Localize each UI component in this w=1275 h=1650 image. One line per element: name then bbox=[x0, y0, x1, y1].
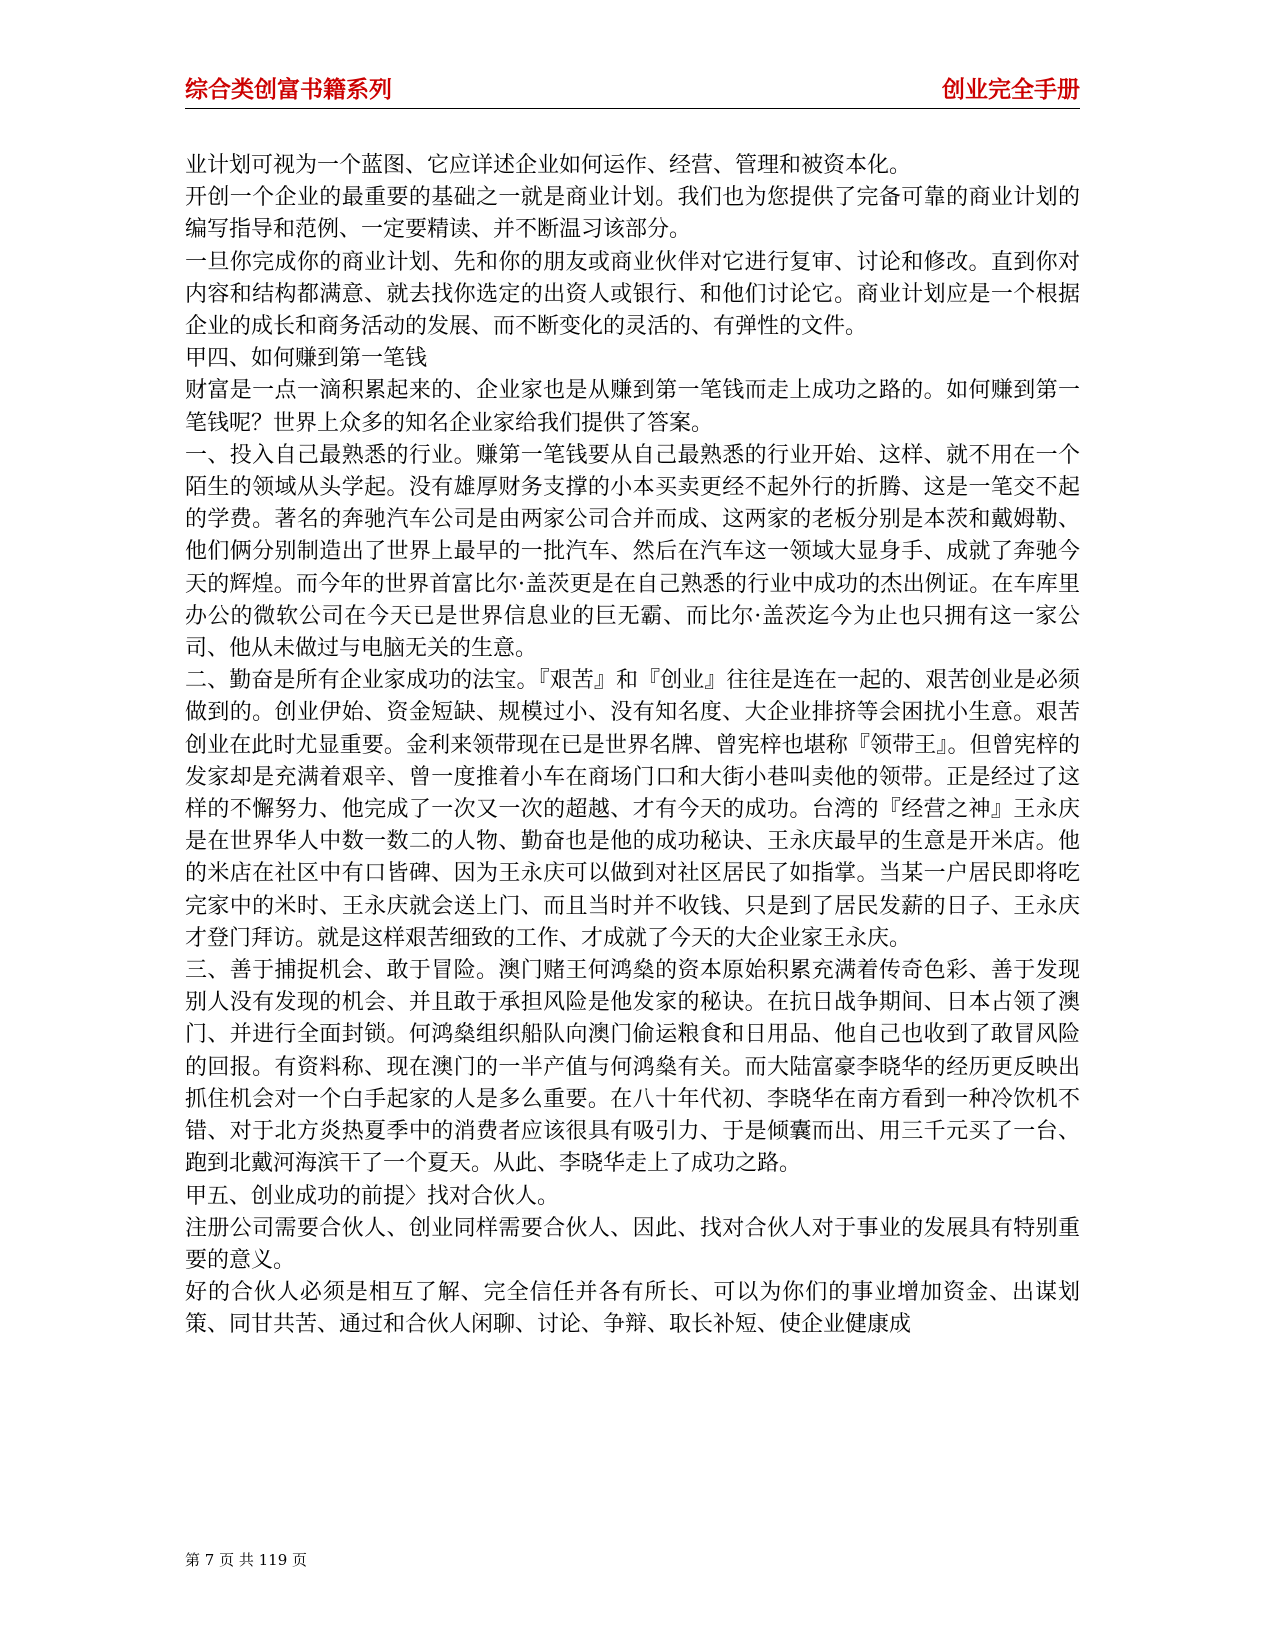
section-heading: 甲四、如何赚到第一笔钱 bbox=[185, 346, 428, 372]
paragraph: 财富是一点一滴积累起来的、企业家也是从赚到第一笔钱而走上成功之路的。如何赚到第一笔钱呢？世界上众多的知名企业家给我们提供了答案。 bbox=[185, 378, 1080, 436]
paragraph: 注册公司需要合伙人、创业同样需要合伙人、因此、找对合伙人对于事业的发展具有特别重要的意义。 bbox=[185, 1215, 1080, 1273]
paragraph: 好的合伙人必须是相互了解、完全信任并各有所长、可以为你们的事业增加资金、出谋划策、同甘共苦、通过和合伙人闲聊、讨论、争辩、取长补短、使企业健康成 bbox=[185, 1280, 1080, 1338]
paragraph: 一旦你完成你的商业计划、先和你的朋友或商业伙伴对它进行复审、讨论和修改。直到你对内容和结构都满意、就去找你选定的出资人或银行、和他们讨论它。商业计划应是一个根据企业的成长和商务活动的发展、而不断变化的灵活的、有弹性的文件。 bbox=[185, 249, 1080, 340]
page-header bbox=[185, 72, 1080, 109]
paragraph: 三、善于捕捉机会、敢于冒险。澳门赌王何鸿燊的资本原始积累充满着传奇色彩、善于发现别人没有发现的机会、并且敢于承担风险是他发家的秘诀。在抗日战争期间、日本占领了澳门、并进行全面封锁。何鸿燊组织船队向澳门偷运粮食和日用品、他自己也收到了敢冒风险的回报。有资料称、现在澳门的一半产值与何鸿燊有关。而大陆富豪李晓华的经历更反映出抓住机会对一个白手起家的人是多么重要。在八十年代初、李晓华在南方看到一种冷饮机不错、对于北方炎热夏季中的消费者应该很具有吸引力、于是倾囊而出、用三千元买了一台、跑到北戴河海滨干了一个夏天。从此、李晓华走上了成功之路。 bbox=[185, 958, 1080, 1177]
body-text bbox=[185, 150, 1080, 1342]
paragraph: 业计划可视为一个蓝图、它应详述企业如何运作、经营、管理和被资本化。 bbox=[185, 153, 912, 178]
paragraph: 开创一个企业的最重要的基础之一就是商业计划。我们也为您提供了完备可靠的商业计划的编写指导和范例、一定要精读、并不断温习该部分。 bbox=[185, 185, 1080, 243]
page-number: 第 7 页 共 119 页 bbox=[185, 1551, 308, 1569]
section-heading: 甲五、创业成功的前提〉找对合伙人。 bbox=[185, 1183, 560, 1209]
book-title: 创业完全手册 bbox=[942, 77, 1080, 103]
series-title: 综合类创富书籍系列 bbox=[185, 77, 392, 103]
paragraph: 一、投入自己最熟悉的行业。赚第一笔钱要从自己最熟悉的行业开始、这样、就不用在一个陌生的领域从头学起。没有雄厚财务支撑的小本买卖更经不起外行的折腾、这是一笔交不起的学费。著名的奔驰汽车公司是由两家公司合并而成、这两家的老板分别是本茨和戴姆勒、他们俩分别制造出了世界上最早的一批汽车、然后在汽车这一领域大显身手、成就了奔驰今天的辉煌。而今年的世界首富比尔·盖茨更是在自己熟悉的行业中成功的杰出例证。在车库里办公的微软公司在今天已是世界信息业的巨无霸、而比尔·盖茨迄今为止也只拥有这一家公司、他从未做过与电脑无关的生意。 bbox=[185, 442, 1080, 662]
paragraph: 二、勤奋是所有企业家成功的法宝。『艰苦』和『创业』往往是连在一起的、艰苦创业是必须做到的。创业伊始、资金短缺、规模过小、没有知名度、大企业排挤等会困扰小生意。艰苦创业在此时尤显重要。金利来领带现在已是世界名牌、曾宪梓也堪称『领带王』。但曾宪梓的发家却是充满着艰辛、曾一度推着小车在商场门口和大街小巷叫卖他的领带。正是经过了这样的不懈努力、他完成了一次又一次的超越、才有今天的成功。台湾的『经营之神』王永庆是在世界华人中数一数二的人物、勤奋也是他的成功秘诀、王永庆最早的生意是开米店。他的米店在社区中有口皆碑、因为王永庆可以做到对社区居民了如指掌。当某一户居民即将吃完家中的米时、王永庆就会送上门、而且当时并不收钱、只是到了居民发薪的日子、王永庆才登门拜访。就是这样艰苦细致的工作、才成就了今天的大企业家王永庆。 bbox=[185, 668, 1080, 951]
